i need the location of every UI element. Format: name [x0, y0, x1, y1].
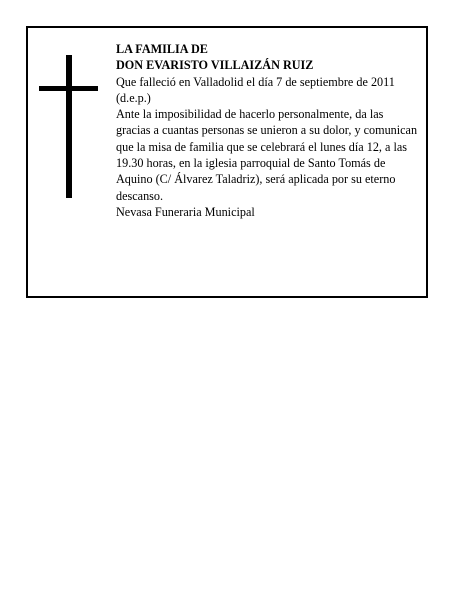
cross-icon [28, 28, 128, 228]
rip-abbreviation: (d.e.p.) [116, 90, 151, 105]
obituary-notice [26, 26, 428, 298]
funeral-home: Nevasa Funeraria Municipal [116, 204, 255, 219]
cross-horizontal-bar [39, 86, 98, 91]
gratitude-message: Ante la imposibilidad de hacerlo personalmente, da las gracias a cuantas personas se unieron a su dolor, y comunican que la misa de familia que se celebrará el lunes día 12, a las 19.30 horas, en la iglesia parroquial de Santo Tomás de Aquino (C/ Álvarez Taladriz), será aplicada por su eterno descanso. [116, 107, 418, 203]
cross-vertical-bar [66, 55, 72, 198]
death-info: Que falleció en Valladolid el día 7 de septiembre de 2011 [116, 74, 395, 89]
notice-text [116, 41, 420, 220]
heading-family: LA FAMILIA DE [116, 42, 208, 56]
heading-deceased-name: DON EVARISTO VILLAIZÁN RUIZ [116, 58, 314, 73]
